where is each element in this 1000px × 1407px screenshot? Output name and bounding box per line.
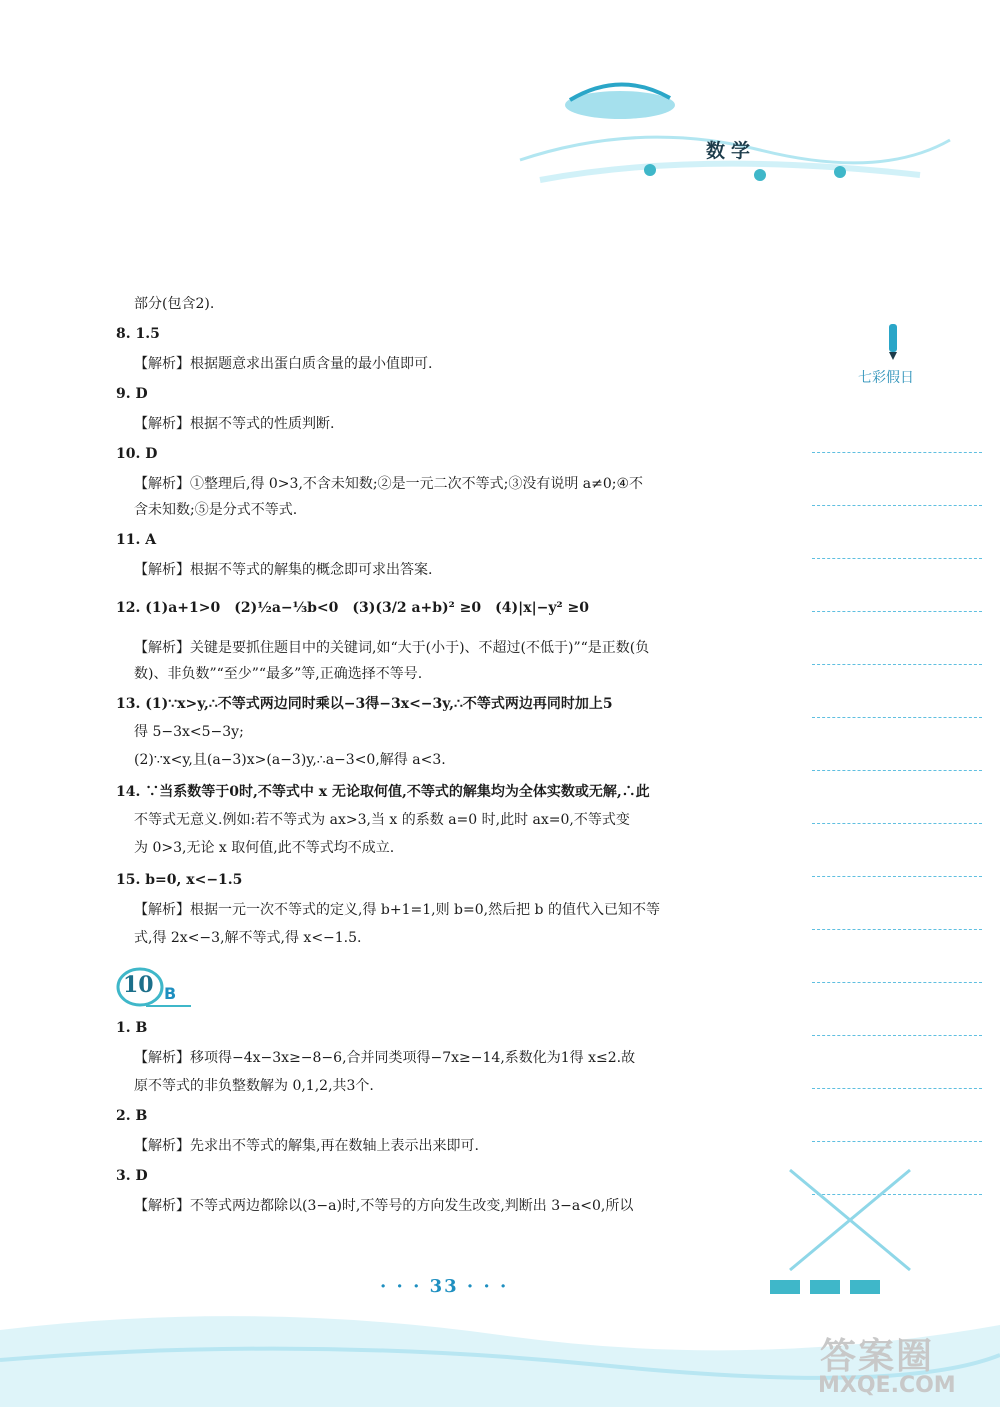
note-line [812, 665, 982, 718]
text-line: (2)∵x<y,且(a−3)x>(a−3)y,∴a−3<0,解得 a<3. [134, 752, 446, 768]
section-letter: B [164, 984, 177, 1003]
footer-decoration [760, 1160, 940, 1310]
answer-number: 12. (1)a+1>0 (2)½a−⅓b<0 (3)(3/2 a+b)² ≥0 (4)|x|−y² ≥0 [116, 600, 590, 616]
page-number: · · · 33 · · · [380, 1276, 509, 1297]
analysis-line: 含未知数;⑤是分式不等式. [134, 502, 298, 518]
note-line [812, 1036, 982, 1089]
answer-number: 15. b=0, x<−1.5 [116, 872, 243, 888]
analysis-line: 数)、非负数”“至少”“最多”等,正确选择不等号. [134, 666, 423, 682]
analysis-line: 【解析】根据不等式的性质判断. [134, 416, 335, 432]
analysis-line: 【解析】根据题意求出蛋白质含量的最小值即可. [134, 356, 433, 372]
answer-number: 10. D [116, 446, 158, 462]
note-line [812, 612, 982, 665]
analysis-line: 式,得 2x<−3,解不等式,得 x<−1.5. [134, 930, 362, 946]
answer-number: 14. ∵当系数等于0时,不等式中 x 无论取何值,不等式的解集均为全体实数或无解,∴此 [116, 784, 650, 800]
text-line: 得 5−3x<5−3y; [134, 724, 244, 740]
note-line [812, 506, 982, 559]
note-line [812, 930, 982, 983]
analysis-line: 【解析】根据一元一次不等式的定义,得 b+1=1,则 b=0,然后把 b 的值代入已知不等 [134, 902, 660, 918]
text-line: 不等式无意义.例如:若不等式为 ax>3,当 x 的系数 a=0 时,此时 ax=0,不等式变 [134, 812, 630, 828]
answer-number: 11. A [116, 532, 157, 548]
analysis-line: 【解析】关键是要抓住题目中的关键词,如“大于(小于)、不超过(不低于)”“是正数(负 [134, 640, 650, 656]
note-line [812, 1089, 982, 1142]
analysis-line: 【解析】移项得−4x−3x≥−8−6,合并同类项得−7x≥−14,系数化为1得 x≤2.故 [134, 1050, 636, 1066]
answer-number: 2. B [116, 1108, 148, 1124]
watermark [818, 1328, 956, 1398]
subject-title: 数学 [706, 140, 757, 162]
note-line [812, 983, 982, 1036]
answer-number: 8. 1.5 [116, 326, 160, 342]
note-line [812, 771, 982, 824]
answer-number: 1. B [116, 1020, 148, 1036]
analysis-line: 原不等式的非负整数解为 0,1,2,共3个. [134, 1078, 374, 1094]
answer-number: 3. D [116, 1168, 148, 1184]
answer-number: 13. (1)∵x>y,∴不等式两边同时乘以−3得−3x<−3y,∴不等式两边再同时加上5 [116, 696, 613, 712]
note-line [812, 559, 982, 612]
analysis-line: 【解析】先求出不等式的解集,再在数轴上表示出来即可. [134, 1138, 479, 1154]
analysis-line: 【解析】根据不等式的解集的概念即可求出答案. [134, 562, 433, 578]
watermark-text: 答案圈 [820, 1336, 935, 1377]
note-line [812, 400, 982, 453]
note-line [812, 877, 982, 930]
section-badge [116, 962, 196, 1012]
analysis-line: 【解析】①整理后,得 0>3,不含未知数;②是一元二次不等式;③没有说明 a≠0;④不 [134, 476, 644, 492]
text-line: 为 0>3,无论 x 取何值,此不等式均不成立. [134, 840, 395, 856]
note-line [812, 453, 982, 506]
text-line: 部分(包含2). [134, 296, 215, 312]
note-line [812, 718, 982, 771]
watermark-url: MXQE.COM [818, 1373, 956, 1398]
analysis-line: 【解析】不等式两边都除以(3−a)时,不等号的方向发生改变,判断出 3−a<0,所以 [134, 1198, 634, 1214]
note-lines [812, 400, 982, 1195]
note-line [812, 824, 982, 877]
section-number: 10 [123, 972, 154, 998]
brand-label: 七彩假日 [858, 370, 914, 386]
pencil-icon [848, 322, 938, 362]
answer-number: 9. D [116, 386, 148, 402]
